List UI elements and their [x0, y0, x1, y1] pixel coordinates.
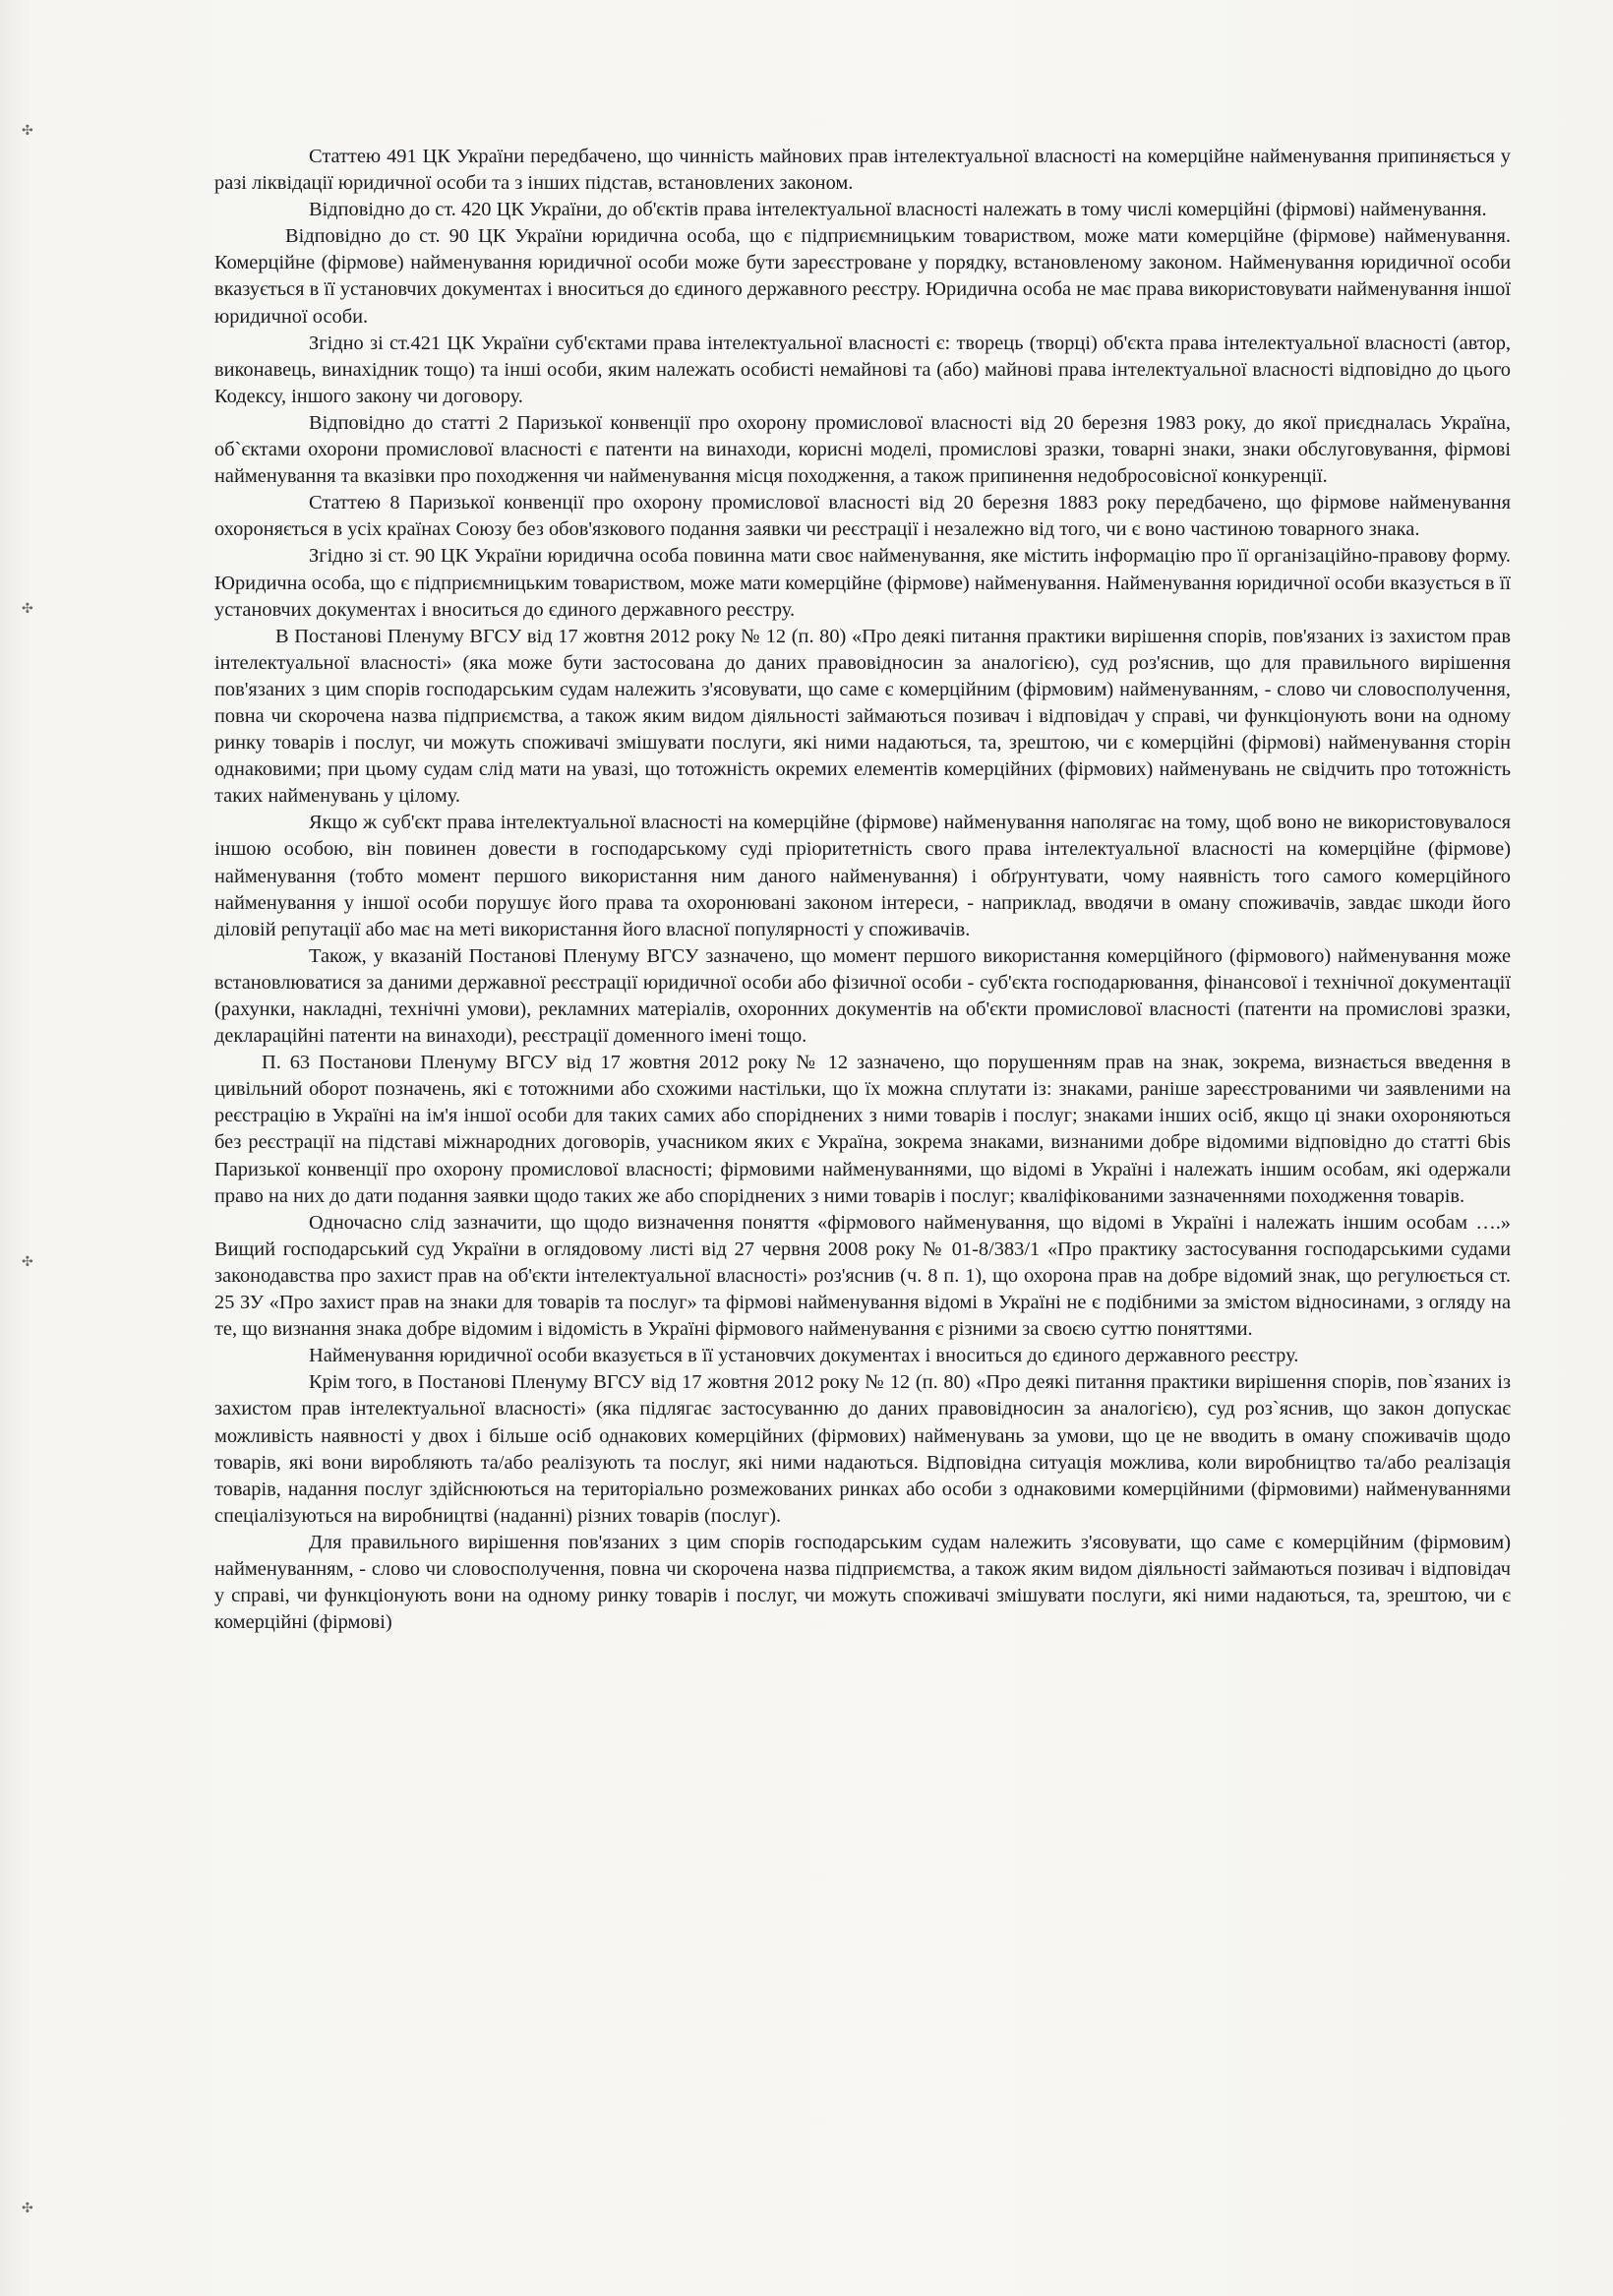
paragraph: Найменування юридичної особи вказується в її установчих документах і вноситься до єдиного державного реєстру.: [309, 1345, 1299, 1367]
paragraph: Якщо ж суб'єкт права інтелектуальної власності на комерційне (фірмове) найменування наполягає на тому, щоб воно не використовувалося іншою особою, він повинен довести в господарському суді пріоритетність свого права інтелектуальної власності на комерційне (фірмове) найменування (тобто момент першого використання ним даного найменування) і обґрунтувати, чому наявність того самого комерційного найменування у іншої особи порушує його права та охоронювані законом інтереси, - наприклад, вводячи в оману споживачів, завдає шкоди його діловій репутації або має на меті використання його власної популярності у споживачів.: [214, 812, 1511, 940]
paragraph: Також, у вказаній Постанові Пленуму ВГСУ зазначено, що момент першого використання комерційного (фірмового) найменування може встановлюватися за даними державної реєстрації юридичної особи або фізичної особи - суб'єкта господарювання, фінансової і технічної документації (рахунки, накладні, технічні умови), рекламних матеріалів, охоронних документів на об'єкти промислової власності (патенти на промислові зразки, деклараційні патенти на винаходи), реєстрації доменного імені тощо.: [214, 944, 1511, 1048]
paragraph: Згідно зі ст.421 ЦК України суб'єктами права інтелектуальної власності є: творець (творці) об'єкта права інтелектуальної власності (автор, виконавець, винахідник тощо) та інші особи, яким належать особисті немайнові та (або) майнові права інтелектуальної власності відповідно до цього Кодексу, іншого закону чи договору.: [214, 332, 1511, 407]
paragraph: Відповідно до статті 2 Паризької конвенції про охорону промислової власності від 20 березня 1983 року, до якої приєдналась Україна, об`єктами охорони промислової власності є патенти на винаходи, корисні моделі, промислові зразки, товарні знаки, знаки обслуговування, фірмові найменування та вказівки про походження чи найменування місця походження, а також припинення недобросовісної конкуренції.: [214, 411, 1511, 488]
paragraph: Крім того, в Постанові Пленуму ВГСУ від 17 жовтня 2012 року № 12 (п. 80) «Про деякі питання практики вирішення спорів, пов`язаних із захистом прав інтелектуальної власності» (яка підлягає застосуванню до даних правовідносин за аналогією), суд роз`яснив, що закон допускає можливість наявності у двох і більше осіб однакових комерційних (фірмових) найменувань за умови, що це не вводить в оману споживачів щодо товарів, які вони виробляють та/або реалізують та послуг, які ними надаються. Відповідна ситуація можлива, коли виробництво та/або реалізація товарів, надання послуг здійснюються на територіально розмежованих ринках або особи з однаковими комерційними (фірмовими) найменуваннями спеціалізуються на виробництві (наданні) різних товарів (послуг).: [214, 1371, 1511, 1527]
paragraph: П. 63 Постанови Пленуму ВГСУ від 17 жовтня 2012 року № 12 зазначено, що порушенням прав на знак, зокрема, визнається введення в цивільний оборот позначень, які є тотожними або схожими настільки, що їх можна сплутати із: знаками, раніше зареєстрованими чи заявленими на реєстрацію в Україні на ім'я іншої особи для таких самих або споріднених з ними товарів і послуг; знаками інших осіб, якщо ці знаки охороняються без реєстрації на підставі міжнародних договорів, учасником яких є Україна, зокрема знаками, визнаними добре відомими відповідно до статті 6bis Паризької конвенції про охорону промислової власності; фірмовими найменуваннями, що відомі в Україні і належать іншим особам, які одержали право на них до дати подання заявки щодо таких же або споріднених з ними товарів і послуг; кваліфікованими зазначеннями походження товарів.: [214, 1052, 1511, 1207]
staple-hole-mark: ✣: [22, 2201, 33, 2216]
paragraph: Статтею 491 ЦК України передбачено, що чинність майнових прав інтелектуальної власності на комерційне найменування припиняється у разі ліквідації юридичної особи та з інших підстав, встановлених законом.: [214, 146, 1511, 195]
staple-hole-mark: ✣: [22, 601, 33, 617]
paragraph: В Постанові Пленуму ВГСУ від 17 жовтня 2012 року № 12 (п. 80) «Про деякі питання практики вирішення спорів, пов'язаних із захистом прав інтелектуальної власності» (яка може бути застосована до даних правовідносин за аналогією), суд роз'яснив, що для правильного вирішення пов'язаних з цим спорів господарським судам належить з'ясовувати, що саме є комерційним (фірмовим) найменуванням, - слово чи словосполучення, повна чи скорочена назва підприємства, а також яким видом діяльності займаються позивач і відповідач у справі, чи функціонують вони на одному ринку товарів і послуг, чи можуть споживачі змішувати послуги, які ними надаються, та, зрештою, чи є комерційні (фірмові) найменування сторін однаковими; при цьому судам слід мати на увазі, що тотожність окремих елементів комерційних (фірмових) найменувань не свідчить про тотожність таких найменувань у цілому.: [214, 625, 1511, 808]
staple-hole-mark: ✣: [22, 1254, 33, 1270]
paragraph: Для правильного вирішення пов'язаних з цим спорів господарським судам належить з'ясовувати, що саме є комерційним (фірмовим) найменуванням, - слово чи словосполучення, повна чи скорочена назва підприємства, а також яким видом діяльності займаються позивач і відповідач у справі, чи функціонують вони на одному ринку товарів і послуг, чи можуть споживачі змішувати послуги, які ними надаються, та, зрештою, чи є комерційні (фірмові): [214, 1531, 1511, 1634]
paragraph: Відповідно до ст. 420 ЦК України, до об'єктів права інтелектуальної власності належать в тому числі комерційні (фірмові) найменування.: [309, 199, 1487, 221]
paragraph: Одночасно слід зазначити, що щодо визначення поняття «фірмового найменування, що відомі в Україні і належать іншим особам ….» Вищий господарський суд України в оглядовому листі від 27 червня 2008 року № 01-8/383/1 «Про практику застосування господарськими судами законодавства про захист прав на об'єкти інтелектуальної власності» роз'яснив (ч. 8 п. 1), що охорона прав на добре відомий знак, що регулюється ст. 25 ЗУ «Про захист прав на знаки для товарів та послуг» та фірмові найменування відомі в Україні не є подібними за змістом відносинами, з огляду на те, що визнання знака добре відомим і відомість в Україні фірмового найменування є різними за своєю суттю поняттями.: [214, 1211, 1511, 1341]
paragraph: Статтею 8 Паризької конвенції про охорону промислової власності від 20 березня 1883 року передбачено, що фірмове найменування охороняється в усіх країнах Союзу без обов'язкового подання заявки чи реєстрації і незалежно від того, чи є воно частиною товарного знака.: [214, 492, 1511, 541]
paragraph: Згідно зі ст. 90 ЦК України юридична особа повинна мати своє найменування, яке містить інформацію про її організаційно-правову форму. Юридична особа, що є підприємницьким товариством, може мати комерційне (фірмове) найменування. Найменування юридичної особи вказується в її установчих документах і вноситься до єдиного державного реєстру.: [214, 545, 1511, 621]
paragraph: Відповідно до ст. 90 ЦК України юридична особа, що є підприємницьким товариством, може мати комерційне (фірмове) найменування. Комерційне (фірмове) найменування юридичної особи може бути зареєстроване у порядку, встановленому законом. Найменування юридичної особи вказується в її установчих документах і вноситься до єдиного державного реєстру. Юридична особа не має права використовувати найменування іншої юридичної особи.: [214, 225, 1511, 328]
staple-hole-mark: ✣: [22, 123, 33, 139]
document-body: [214, 144, 1511, 1636]
